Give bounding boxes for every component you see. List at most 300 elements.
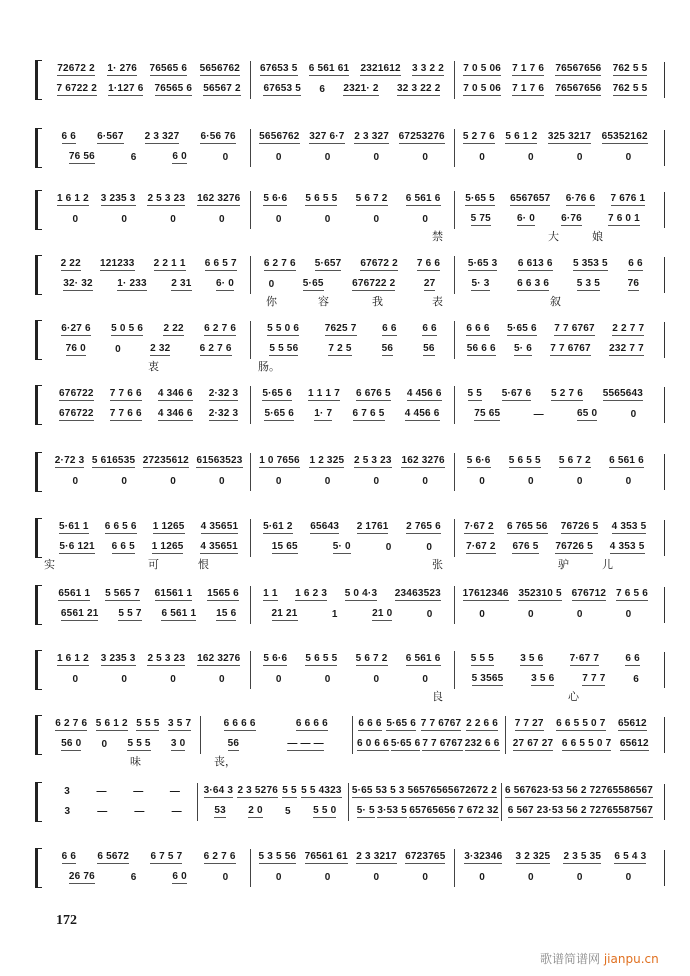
lower-staff — [47, 868, 657, 884]
note-group: 5·61 2 — [263, 521, 293, 532]
measure — [250, 608, 453, 621]
note-group: 5 6 5 5 — [305, 653, 338, 664]
lyric-char: 表 — [432, 295, 443, 308]
note-group: 162 3276 — [197, 193, 241, 204]
upper-staff — [47, 585, 657, 601]
system-bracket — [35, 585, 42, 625]
note-group: 6 7 6 5 — [352, 408, 385, 419]
score-system — [35, 190, 665, 244]
note-group: 7 7 6767 — [422, 738, 463, 749]
note-group: 1 — [331, 609, 338, 620]
note-group: 67653 5 — [259, 63, 298, 74]
measure — [47, 63, 250, 76]
upper-staff — [47, 255, 657, 271]
note-group: 5 5 7 — [118, 608, 142, 619]
note-group: 5·61 1 — [59, 521, 89, 532]
note-group: 327 6·7 — [309, 131, 345, 142]
measure — [250, 653, 453, 666]
lower-staff — [47, 80, 657, 96]
note-group: 0 — [72, 476, 79, 487]
note-group: 0 — [373, 872, 380, 883]
note-group: 1 6 1 2 — [56, 653, 89, 664]
lyric-char: 驴 — [558, 558, 569, 571]
note-group: 2 3 327 — [144, 131, 180, 142]
note-group: 6 6 — [422, 323, 437, 334]
note-group: 6 56762 — [505, 785, 543, 796]
note-group: 65352162 — [601, 131, 648, 142]
note-group: 6 6 6 6 — [295, 718, 328, 729]
measure — [250, 193, 453, 206]
score-system — [35, 715, 665, 769]
note-group: 0 — [576, 872, 583, 883]
note-group: 0 — [625, 476, 632, 487]
measure — [47, 608, 250, 621]
system-bracket — [35, 848, 42, 888]
note-group: 0 — [72, 674, 79, 685]
note-group: 2 3 327 — [354, 131, 389, 142]
system-bracket — [35, 255, 42, 295]
lower-staff — [47, 670, 657, 686]
measure — [47, 718, 200, 731]
note-group: 0 — [426, 609, 433, 620]
page-number: 172 — [56, 913, 77, 928]
measure — [250, 152, 453, 164]
note-group: 6 765 56 — [507, 521, 548, 532]
note-group: 3·64 3 — [203, 785, 234, 796]
note-group: 56 6 6 — [466, 343, 496, 354]
note-group: 1 1265 — [152, 521, 185, 532]
note-group: 5· 3 — [471, 278, 490, 289]
note-group: 3 2 325 — [515, 851, 551, 862]
note-group: 7·67 7 — [569, 653, 600, 664]
note-group: 0 — [373, 476, 380, 487]
note-group: 15 65 — [271, 541, 298, 552]
note-group: 0 — [121, 476, 128, 487]
measure — [47, 343, 250, 356]
note-group: 7 7 6767 — [420, 718, 462, 729]
note-group: 6 561 61 — [308, 63, 350, 74]
measure — [454, 653, 657, 666]
upper-staff — [47, 715, 657, 731]
measure — [200, 718, 353, 731]
lyric-char: 张 — [432, 558, 443, 571]
measure — [47, 131, 250, 144]
note-group: — — [171, 806, 182, 817]
note-group: 3 — [64, 806, 71, 817]
measure — [348, 785, 501, 798]
note-group: 325 3217 — [547, 131, 592, 142]
note-group: 2 3 5 35 — [563, 851, 602, 862]
end-barline — [664, 130, 665, 166]
note-group: 676712 — [571, 588, 607, 599]
note-group: 65 0 — [577, 408, 598, 419]
upper-staff — [47, 60, 657, 76]
note-group: 6 5 4 3 — [614, 851, 647, 862]
note-group: 6 567 2 — [507, 805, 543, 816]
note-group: 5 6·6 — [263, 193, 288, 204]
note-group: 6 6 6 6 — [223, 718, 256, 729]
note-group: 5 5 5 — [127, 738, 151, 749]
note-group: 6 — [130, 872, 137, 883]
note-group: 4 346 6 — [157, 408, 193, 419]
note-group: 1 1 — [263, 588, 278, 599]
note-group: 0 — [275, 476, 282, 487]
note-group: 5·6 121 — [59, 541, 95, 552]
note-group: 0 — [219, 674, 225, 685]
note-group: 7 6 6 — [416, 258, 441, 269]
note-group: 6 6 5 — [111, 541, 135, 552]
lyric-char: 禁 — [432, 230, 443, 243]
measure — [454, 258, 657, 271]
lyrics-line — [47, 228, 657, 242]
measure — [454, 455, 657, 468]
watermark — [540, 950, 659, 967]
note-group: 4 35651 — [200, 541, 238, 552]
measure — [454, 476, 657, 488]
measure — [47, 408, 250, 421]
note-group: 0 — [625, 872, 632, 883]
upper-staff — [47, 452, 657, 468]
note-group: 5 6 5 5 — [508, 455, 541, 466]
note-group: 5 5 0 — [313, 805, 337, 816]
measure — [47, 674, 250, 686]
note-group: 2 2 7 7 — [612, 323, 645, 334]
note-group: 5 6 7 2 — [355, 193, 388, 204]
lyrics-line — [47, 753, 657, 767]
system-bracket — [35, 650, 42, 690]
note-group: 6561 21 — [60, 608, 99, 619]
measure — [454, 343, 657, 356]
note-group: 1 1265 — [151, 541, 184, 552]
lyric-char: 大 — [548, 230, 559, 243]
note-group: — — [169, 786, 181, 797]
end-barline — [664, 587, 665, 623]
measure — [250, 323, 453, 336]
note-group: 6·76 6 — [565, 193, 596, 204]
score-system — [35, 518, 665, 572]
note-group: 6 561 1 — [161, 608, 197, 619]
measure — [47, 521, 250, 534]
note-group: 6·76 — [561, 213, 582, 224]
note-group: 56 0 — [61, 738, 82, 749]
note-group: 5587567 — [612, 805, 653, 816]
note-group: 0 — [576, 152, 583, 163]
note-group: 0 — [426, 542, 433, 553]
note-group: 0 — [625, 152, 632, 163]
note-group: 26 76 — [68, 871, 95, 882]
note-group: 5·65 6 — [264, 408, 294, 419]
system-bracket — [35, 452, 42, 492]
note-group: 3·53 5 — [542, 805, 573, 816]
end-barline — [664, 652, 665, 688]
note-group: 7625 7 — [324, 323, 357, 334]
note-group: 17612346 — [462, 588, 509, 599]
system-bracket — [35, 320, 42, 360]
note-group: 0 — [275, 872, 282, 883]
note-group: 0 — [222, 152, 229, 163]
note-group: 7 672 32 — [457, 805, 499, 816]
measure — [47, 455, 250, 468]
note-group: 4 353 5 — [609, 541, 645, 552]
watermark-text: 歌谱简谱网 — [540, 952, 601, 966]
upper-staff — [47, 650, 657, 666]
note-group: 2321612 — [360, 63, 401, 74]
upper-staff — [47, 190, 657, 206]
note-group: 6 — [130, 152, 137, 163]
note-group: 0 — [219, 476, 225, 487]
note-group: 15 6 — [216, 608, 237, 619]
note-group: 0 — [121, 214, 128, 225]
end-barline — [664, 520, 665, 556]
measure — [47, 258, 250, 271]
lower-staff — [47, 405, 657, 421]
note-group: 7 7 6767 — [550, 343, 591, 354]
note-group: 5 6·6 — [263, 653, 288, 664]
end-barline — [664, 62, 665, 98]
note-group: 0 — [72, 214, 79, 225]
score-system — [35, 128, 665, 168]
note-group: 75 65 — [474, 408, 501, 419]
note-group: 6 2 7 6 — [55, 718, 88, 729]
note-group: 5 5 — [467, 388, 483, 399]
note-group: 1· 7 — [314, 408, 333, 419]
note-group: 6567657 — [510, 193, 551, 204]
note-group: 0 — [324, 674, 331, 685]
note-group: 56 — [381, 343, 394, 354]
note-group: 5 6·6 — [466, 455, 491, 466]
note-group: 3 3 2 2 — [412, 63, 445, 74]
note-group: 0 — [422, 214, 429, 225]
upper-staff — [47, 848, 657, 864]
note-group: 676 5 — [512, 541, 539, 552]
measure — [454, 872, 657, 884]
note-group: 6·27 6 — [61, 323, 91, 334]
note-group: 76726 5 — [555, 541, 593, 552]
note-group: 5·657 — [314, 258, 342, 269]
note-group: 121233 — [99, 258, 135, 269]
note-group: 1 6 2 3 — [295, 588, 328, 599]
lyrics-line — [47, 358, 657, 372]
note-group: 6 613 6 — [517, 258, 553, 269]
measure — [47, 786, 197, 798]
note-group: 7 0 5 06 — [463, 83, 501, 94]
note-group: 0 — [373, 674, 380, 685]
note-group: 65612 — [619, 738, 649, 749]
note-group: 7 6 0 1 — [607, 213, 640, 224]
note-group: 3 0 — [170, 738, 186, 749]
note-group: 2 1761 — [356, 521, 389, 532]
note-group: — — [533, 409, 544, 420]
lyric-char: 心 — [568, 690, 579, 703]
note-group: 0 — [630, 409, 637, 420]
measure — [250, 214, 453, 226]
note-group: 6 2 7276 — [572, 805, 613, 816]
lyric-char: 可 — [148, 558, 159, 571]
measure — [197, 785, 347, 798]
note-group: 5 2 7 6 — [462, 131, 495, 142]
measure — [47, 151, 250, 164]
note-group: 65612 — [617, 718, 647, 729]
measure — [504, 805, 657, 818]
note-group: 5 5 4323 — [301, 785, 342, 796]
lyric-char: 良 — [432, 690, 443, 703]
note-group: 5 3 5 56 — [258, 851, 297, 862]
lower-staff — [47, 340, 657, 356]
lyric-char: 衷 — [148, 360, 159, 373]
note-group: 5·67 6 — [501, 388, 532, 399]
note-group: 7 7 6 6 — [109, 408, 142, 419]
lyric-char: 味 — [130, 755, 141, 768]
note-group: 1 6 1 2 — [56, 193, 89, 204]
measure — [47, 653, 250, 666]
measure — [200, 738, 353, 751]
note-group: 76565 6 — [149, 63, 188, 74]
measure — [454, 193, 657, 206]
note-group: 61563523 — [196, 455, 243, 466]
lower-staff — [47, 735, 657, 751]
measure — [199, 805, 351, 818]
note-group: 5 5 — [282, 785, 297, 796]
note-group: 2 31 — [171, 278, 192, 289]
note-group: 7 6 5 6 — [616, 588, 649, 599]
note-group: 72672 2 — [459, 785, 498, 796]
note-group: 5656762 — [259, 131, 300, 142]
note-group: 5656762 — [199, 63, 240, 74]
note-group: 61561 1 — [154, 588, 193, 599]
measure — [505, 718, 658, 731]
note-group: 352310 5 — [518, 588, 562, 599]
note-group: 1· 276 — [107, 63, 137, 74]
note-group: 32 3 22 2 — [396, 83, 441, 94]
note-group: 5 6 1 2 — [95, 718, 128, 729]
note-group: 232 6 6 — [464, 738, 500, 749]
note-group: 6 0 6 6 — [356, 738, 389, 749]
note-group: 5565643 — [602, 388, 644, 399]
note-group: 6561 1 — [58, 588, 91, 599]
lyric-char: 恨 — [198, 558, 209, 571]
note-group: 3 — [64, 786, 71, 797]
note-group: 1 1 1 7 — [307, 388, 340, 399]
note-group: 0 — [422, 152, 429, 163]
note-group: 0 — [528, 152, 534, 163]
note-group: 21 0 — [372, 608, 393, 619]
lower-staff — [47, 538, 657, 554]
measure — [352, 805, 504, 818]
measure — [454, 152, 657, 164]
note-group: 0 — [479, 476, 485, 487]
upper-staff — [47, 385, 657, 401]
note-group: 7·67 2 — [464, 521, 494, 532]
measure — [454, 213, 657, 226]
system-bracket — [35, 385, 42, 425]
measure — [250, 63, 453, 76]
note-group: 5 353 5 — [573, 258, 608, 269]
note-group: 5 2 7 6 — [551, 388, 584, 399]
measure — [47, 214, 250, 226]
measure — [250, 521, 453, 534]
score-system — [35, 320, 665, 374]
note-group: 67672 2 — [360, 258, 398, 269]
lower-staff — [47, 605, 657, 621]
measure — [47, 476, 250, 488]
note-group: 5 5 0 6 — [267, 323, 300, 334]
note-group: 6·56 76 — [200, 131, 236, 142]
note-group: 7 676 1 — [610, 193, 646, 204]
note-group: 0 — [576, 476, 583, 487]
measure — [47, 851, 250, 864]
measure — [47, 193, 250, 206]
note-group: 3 5 6 — [531, 673, 555, 684]
note-group: 76561 61 — [304, 851, 348, 862]
note-group: 2·32 3 — [208, 388, 239, 399]
note-group: 5 6 7 2 — [355, 653, 388, 664]
note-group: 56567 2 — [203, 83, 241, 94]
note-group: 1·127 6 — [108, 83, 144, 94]
note-group: 5·65 6 — [262, 388, 292, 399]
measure — [47, 541, 250, 554]
note-group: 7 7 6767 — [554, 323, 595, 334]
measure — [454, 323, 657, 336]
score-system — [35, 452, 665, 492]
note-group: 676722 2 — [352, 278, 396, 289]
note-group: 232 7 7 — [609, 343, 644, 354]
note-group: 2 2 6 6 — [466, 718, 499, 729]
score-system — [35, 385, 665, 425]
note-group: 0 — [625, 609, 632, 620]
note-group: 5 5 56 — [269, 343, 299, 354]
measure — [250, 851, 453, 864]
note-group: 2 5 3 23 — [147, 193, 186, 204]
end-barline — [664, 192, 665, 228]
note-group: 65765656 — [409, 805, 456, 816]
measure — [454, 609, 657, 621]
note-group: 0 — [170, 674, 176, 685]
note-group: 7 7 27 — [514, 718, 544, 729]
note-group: 5 75 — [470, 213, 491, 224]
note-group: 5 0 4·3 — [344, 588, 378, 599]
end-barline — [664, 784, 665, 820]
note-group: 5· 6 — [514, 343, 533, 354]
note-group: — — — — [287, 738, 324, 749]
note-group: — — [134, 806, 145, 817]
note-group: — — [133, 786, 144, 797]
note-group: 1 2 325 — [309, 455, 345, 466]
note-group: 0 — [422, 872, 429, 883]
score-system — [35, 255, 665, 309]
note-group: 4 346 6 — [157, 388, 193, 399]
note-group: 5 3 5 — [576, 278, 600, 289]
note-group: 7 1 7 6 — [512, 83, 545, 94]
measure — [250, 476, 453, 488]
note-group: 5 — [285, 806, 291, 817]
note-group: 7 7 7 — [582, 673, 606, 684]
note-group: 5 0 5 6 — [111, 323, 144, 334]
lyric-char: 肠。 — [258, 360, 280, 373]
measure — [250, 278, 453, 291]
end-barline — [664, 717, 665, 753]
note-group: 2 765 6 — [406, 521, 441, 532]
measure — [454, 388, 657, 401]
measure — [454, 521, 657, 534]
system-bracket — [35, 128, 42, 168]
note-group: 6· 0 — [216, 278, 235, 289]
note-group: 6 2 7276 — [572, 785, 613, 796]
note-group: 0 — [528, 872, 534, 883]
note-group: 3 235 3 — [100, 193, 136, 204]
note-group: 0 — [222, 872, 229, 883]
note-group: 76 56 — [68, 151, 95, 162]
note-group: 4 353 5 — [611, 521, 647, 532]
